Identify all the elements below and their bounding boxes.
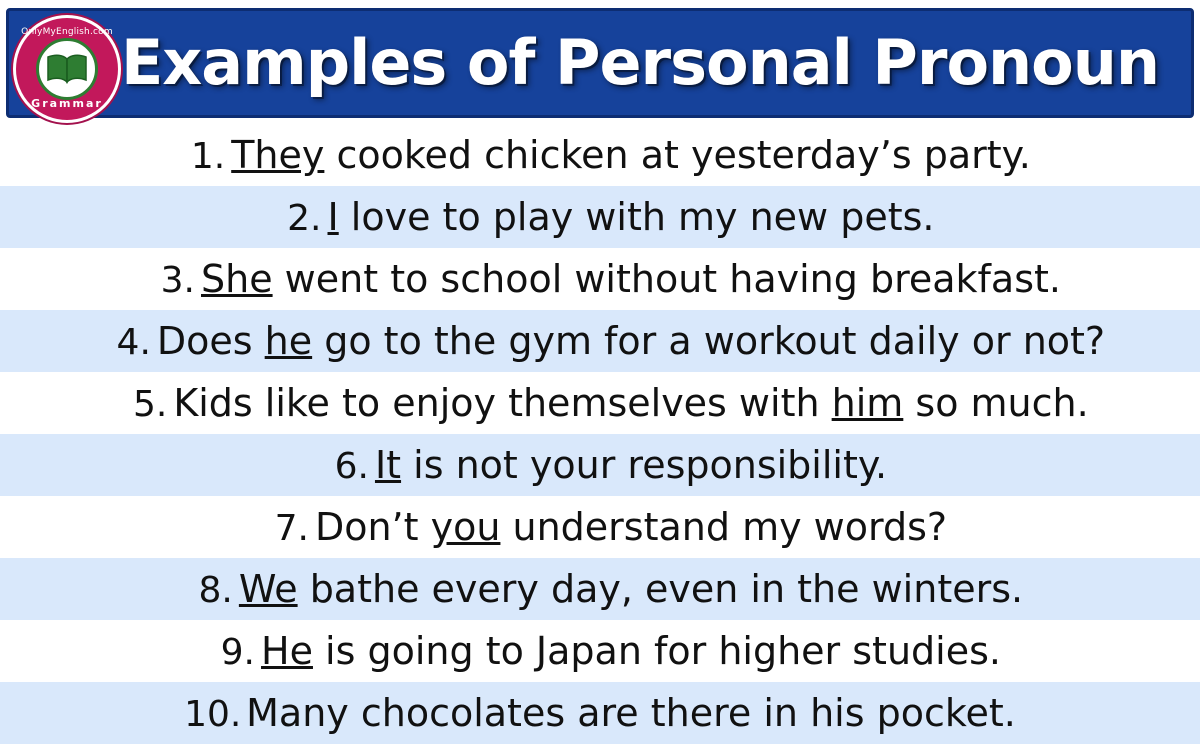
list-item-text bbox=[231, 133, 1031, 177]
highlighted-pronoun: He bbox=[261, 629, 313, 673]
list-item-number: 10. bbox=[184, 694, 242, 735]
page-title: Examples of Personal Pronoun bbox=[120, 26, 1160, 99]
highlighted-pronoun: It bbox=[374, 443, 402, 487]
highlighted-pronoun: he bbox=[264, 319, 313, 363]
open-book-icon bbox=[36, 38, 98, 100]
list-item-number: 9. bbox=[220, 632, 256, 673]
list-item-text bbox=[261, 629, 1001, 673]
highlighted-pronoun: him bbox=[831, 381, 904, 425]
sentence-prefix: Don’t bbox=[314, 505, 431, 549]
document-page bbox=[0, 8, 1200, 735]
list-item bbox=[0, 186, 1200, 248]
list-item-text bbox=[157, 319, 1105, 363]
list-item bbox=[0, 248, 1200, 310]
list-item bbox=[0, 620, 1200, 682]
list-item-number: 2. bbox=[287, 198, 322, 239]
list-item-number: 6. bbox=[334, 446, 369, 487]
sentence-suffix: love to play with my new pets. bbox=[338, 195, 935, 239]
list-item-number: 1. bbox=[190, 136, 226, 177]
highlighted-pronoun: We bbox=[238, 567, 298, 611]
list-item-text bbox=[315, 505, 947, 549]
sentence-suffix: is going to Japan for higher studies. bbox=[312, 629, 1001, 673]
list-item-number: 3. bbox=[160, 260, 195, 301]
sentence-suffix: cooked chicken at yesterday’s party. bbox=[324, 133, 1031, 177]
list-item-number: 7. bbox=[274, 508, 309, 549]
list-item-number: 5. bbox=[132, 384, 168, 425]
list-item-text bbox=[246, 691, 1016, 735]
sentence-prefix: Does bbox=[156, 319, 265, 363]
highlighted-pronoun: They bbox=[231, 133, 325, 177]
sentence-suffix: is not your responsibility. bbox=[401, 443, 888, 487]
list-item bbox=[0, 372, 1200, 434]
sentence-suffix: understand my words? bbox=[500, 505, 948, 549]
list-item bbox=[0, 558, 1200, 620]
site-logo bbox=[13, 15, 121, 123]
list-item bbox=[0, 682, 1200, 744]
sentence-suffix: went to school without having breakfast. bbox=[272, 257, 1061, 301]
list-item-text bbox=[375, 443, 887, 487]
sentence-suffix: go to the gym for a workout daily or not? bbox=[312, 319, 1106, 363]
list-item-text bbox=[328, 195, 935, 239]
list-item-text bbox=[201, 257, 1061, 301]
title-banner bbox=[6, 8, 1194, 118]
logo-bottom-text: Grammar bbox=[31, 97, 103, 110]
sentence-suffix: so much. bbox=[903, 381, 1089, 425]
list-item bbox=[0, 434, 1200, 496]
highlighted-pronoun: you bbox=[430, 505, 501, 549]
list-item bbox=[0, 310, 1200, 372]
list-item-text bbox=[173, 381, 1088, 425]
sentence-prefix: Many chocolates are there in his pocket. bbox=[246, 691, 1016, 735]
examples-list bbox=[0, 124, 1200, 744]
highlighted-pronoun: She bbox=[201, 257, 273, 301]
list-item bbox=[0, 496, 1200, 558]
list-item-number: 4. bbox=[116, 322, 151, 363]
logo-top-text: OnlyMyEnglish.com bbox=[21, 27, 113, 37]
sentence-prefix: Kids like to enjoy themselves with bbox=[173, 381, 832, 425]
list-item-number: 8. bbox=[198, 570, 233, 611]
highlighted-pronoun: I bbox=[327, 195, 339, 239]
list-item-text bbox=[239, 567, 1023, 611]
list-item bbox=[0, 124, 1200, 186]
sentence-suffix: bathe every day, even in the winters. bbox=[297, 567, 1024, 611]
